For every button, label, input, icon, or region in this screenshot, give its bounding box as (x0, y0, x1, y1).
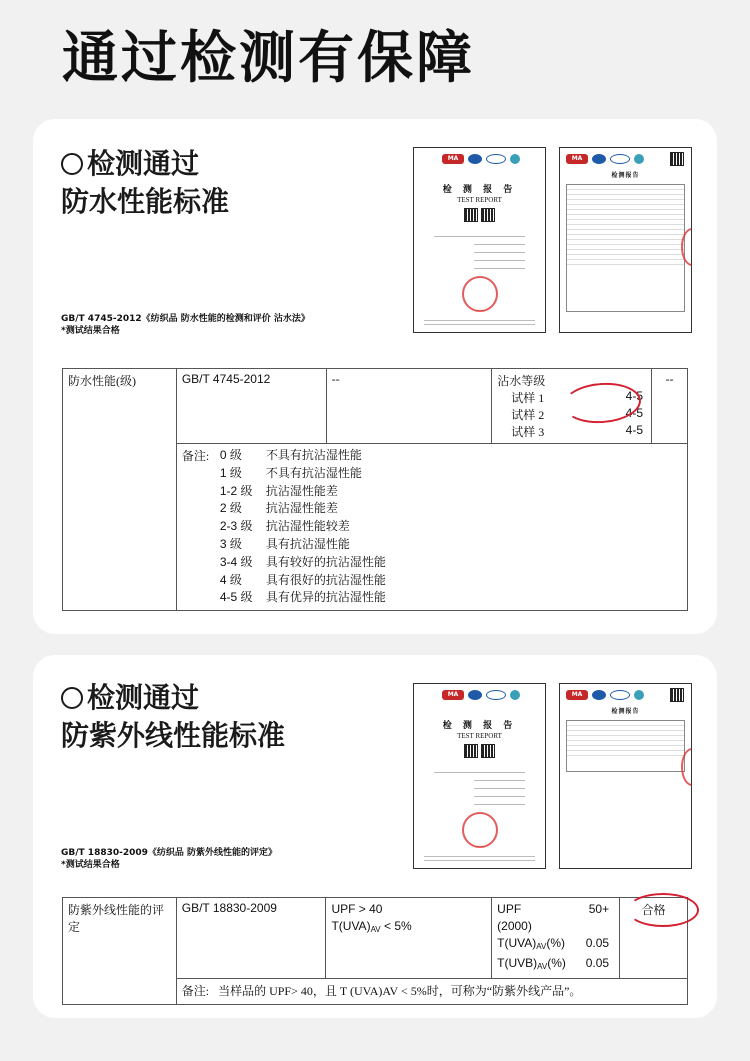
sample-value: 4-5 (625, 389, 644, 403)
report-detail-thumbnail (559, 147, 692, 333)
upf-value: 50+ (588, 902, 610, 916)
notes-text: 当样品的 UPF> 40，且 T (UVA)AV < 5%时，可称为“防紫外线产品”。 (218, 984, 582, 998)
uv-card (33, 655, 717, 1018)
uvb-label: $T(UVB)_{AV}(\%)$ (497, 956, 566, 971)
sample-row (497, 423, 643, 440)
grade-level: 4-5 级 (219, 590, 253, 605)
notes-label: 备注: (181, 984, 210, 998)
grade-description: 具有较好的抗沾湿性能 (265, 554, 386, 569)
result-label: 沾水等级 (497, 374, 546, 388)
red-seal (462, 812, 498, 848)
section-heading (61, 145, 229, 221)
cert-logos: MA (442, 154, 520, 164)
report-cover-thumbnail (413, 683, 546, 869)
qr-code-icon (670, 688, 684, 702)
test-method: GB/T 4745-2012 (176, 369, 326, 444)
grade-note-row (220, 500, 386, 518)
red-seal (462, 276, 498, 312)
uva-value: 0.05 (585, 936, 610, 950)
result-note: *测试结果合格 (61, 326, 120, 336)
grade-level: 3 级 (219, 536, 242, 551)
requirement (326, 898, 492, 979)
grade-note-row (220, 536, 386, 554)
cert-logos: MA (442, 690, 520, 700)
heading-line2: 防紫外线性能标准 (61, 719, 286, 752)
conclusion: 合格 (620, 898, 688, 979)
sample-name: 试样 2 (511, 408, 545, 422)
grade-note-row (220, 518, 386, 536)
uvb-value: 0.05 (585, 956, 610, 970)
grade-description: 抗沾湿性能较差 (265, 519, 350, 534)
grade-note-row (220, 465, 386, 483)
notes-cell (176, 444, 687, 611)
grade-note-row (220, 483, 386, 501)
uv-result-table (62, 897, 688, 1005)
qr-code-icon (481, 208, 495, 222)
circle-icon (61, 687, 83, 709)
report-subtitle: TEST REPORT (457, 196, 502, 204)
notes-cell (176, 979, 687, 1005)
grade-description: 具有很好的抗沾湿性能 (265, 572, 386, 587)
grade-note-row (220, 572, 386, 590)
grade-description: 不具有抗沾湿性能 (265, 448, 362, 462)
standard-name: GB/T 18830-2009《纺织品 防紫外线性能的评定》 (61, 848, 278, 858)
table-row (63, 898, 688, 979)
grade-level: 1 级 (219, 465, 242, 480)
grade-description: 抗沾湿性能差 (265, 483, 338, 498)
qr-code-icon (481, 744, 495, 758)
qr-code-icon (670, 152, 684, 166)
uva-label: $T(UVA)_{AV}(\%)$ (497, 936, 566, 951)
grade-level: 1-2 级 (219, 483, 253, 498)
report-page-title: 检测报告 (611, 172, 640, 179)
result-cell (492, 898, 620, 979)
qr-code-icon (464, 744, 478, 758)
sample-name: 试样 3 (511, 425, 545, 439)
report-table-preview (566, 184, 685, 312)
report-subtitle: TEST REPORT (457, 732, 502, 740)
notes-label: 备注: (181, 449, 210, 463)
req-upf: UPF > 40 (331, 902, 383, 916)
grade-note-row (220, 554, 386, 572)
report-cover-thumbnail (413, 147, 546, 333)
cert-logos: MA (566, 690, 644, 700)
grade-level: 2-3 级 (219, 519, 253, 534)
grade-description: 具有优异的抗沾湿性能 (265, 590, 386, 605)
grade-note-row (220, 447, 386, 465)
sample-name: 试样 1 (511, 391, 545, 405)
grade-description: 不具有抗沾湿性能 (265, 465, 362, 480)
sample-value: 4-5 (625, 423, 644, 437)
conclusion: -- (652, 369, 688, 444)
standard-text (61, 313, 310, 337)
sample-value: 4-5 (625, 406, 644, 420)
grade-level: 2 级 (219, 501, 242, 516)
grade-level: 0 级 (219, 448, 242, 462)
grade-level: 4 级 (219, 572, 242, 587)
cert-logos: MA (566, 154, 644, 164)
upf-label: UPF (497, 902, 522, 916)
heading-line1: 检测通过 (87, 147, 200, 180)
red-highlight-circle (627, 893, 699, 927)
standard-text (61, 847, 277, 871)
report-title: 检 测 报 告 (442, 185, 517, 195)
grade-note-row (220, 589, 386, 607)
heading-line2: 防水性能标准 (61, 185, 230, 218)
result-note: *测试结果合格 (61, 860, 120, 870)
standard-name: GB/T 4745-2012《纺织品 防水性能的检测和评价 沾水法》 (61, 314, 310, 324)
page-title: 通过检测有保障 (62, 26, 475, 91)
req-uva: $T(UVA)_{AV} < 5\%$ (331, 919, 412, 934)
waterproof-card (33, 119, 717, 634)
red-seal-edge (681, 748, 692, 786)
report-table-preview (566, 720, 685, 772)
test-item: 防紫外线性能的评定 (63, 898, 177, 1005)
upf-year: (2000) (497, 919, 532, 933)
test-item: 防水性能(级) (63, 369, 177, 611)
grade-description: 抗沾湿性能差 (265, 501, 338, 516)
grade-level: 3-4 级 (219, 554, 253, 569)
qr-code-icon (464, 208, 478, 222)
grade-notes-list (220, 447, 386, 607)
section-heading (61, 679, 285, 755)
heading-line1: 检测通过 (87, 681, 200, 714)
report-detail-thumbnail (559, 683, 692, 869)
report-title: 检 测 报 告 (442, 721, 517, 731)
grade-description: 具有抗沾湿性能 (265, 536, 350, 551)
requirement: -- (326, 369, 492, 444)
circle-icon (61, 153, 83, 175)
test-method: GB/T 18830-2009 (176, 898, 326, 979)
report-page-title: 检测报告 (611, 708, 640, 715)
